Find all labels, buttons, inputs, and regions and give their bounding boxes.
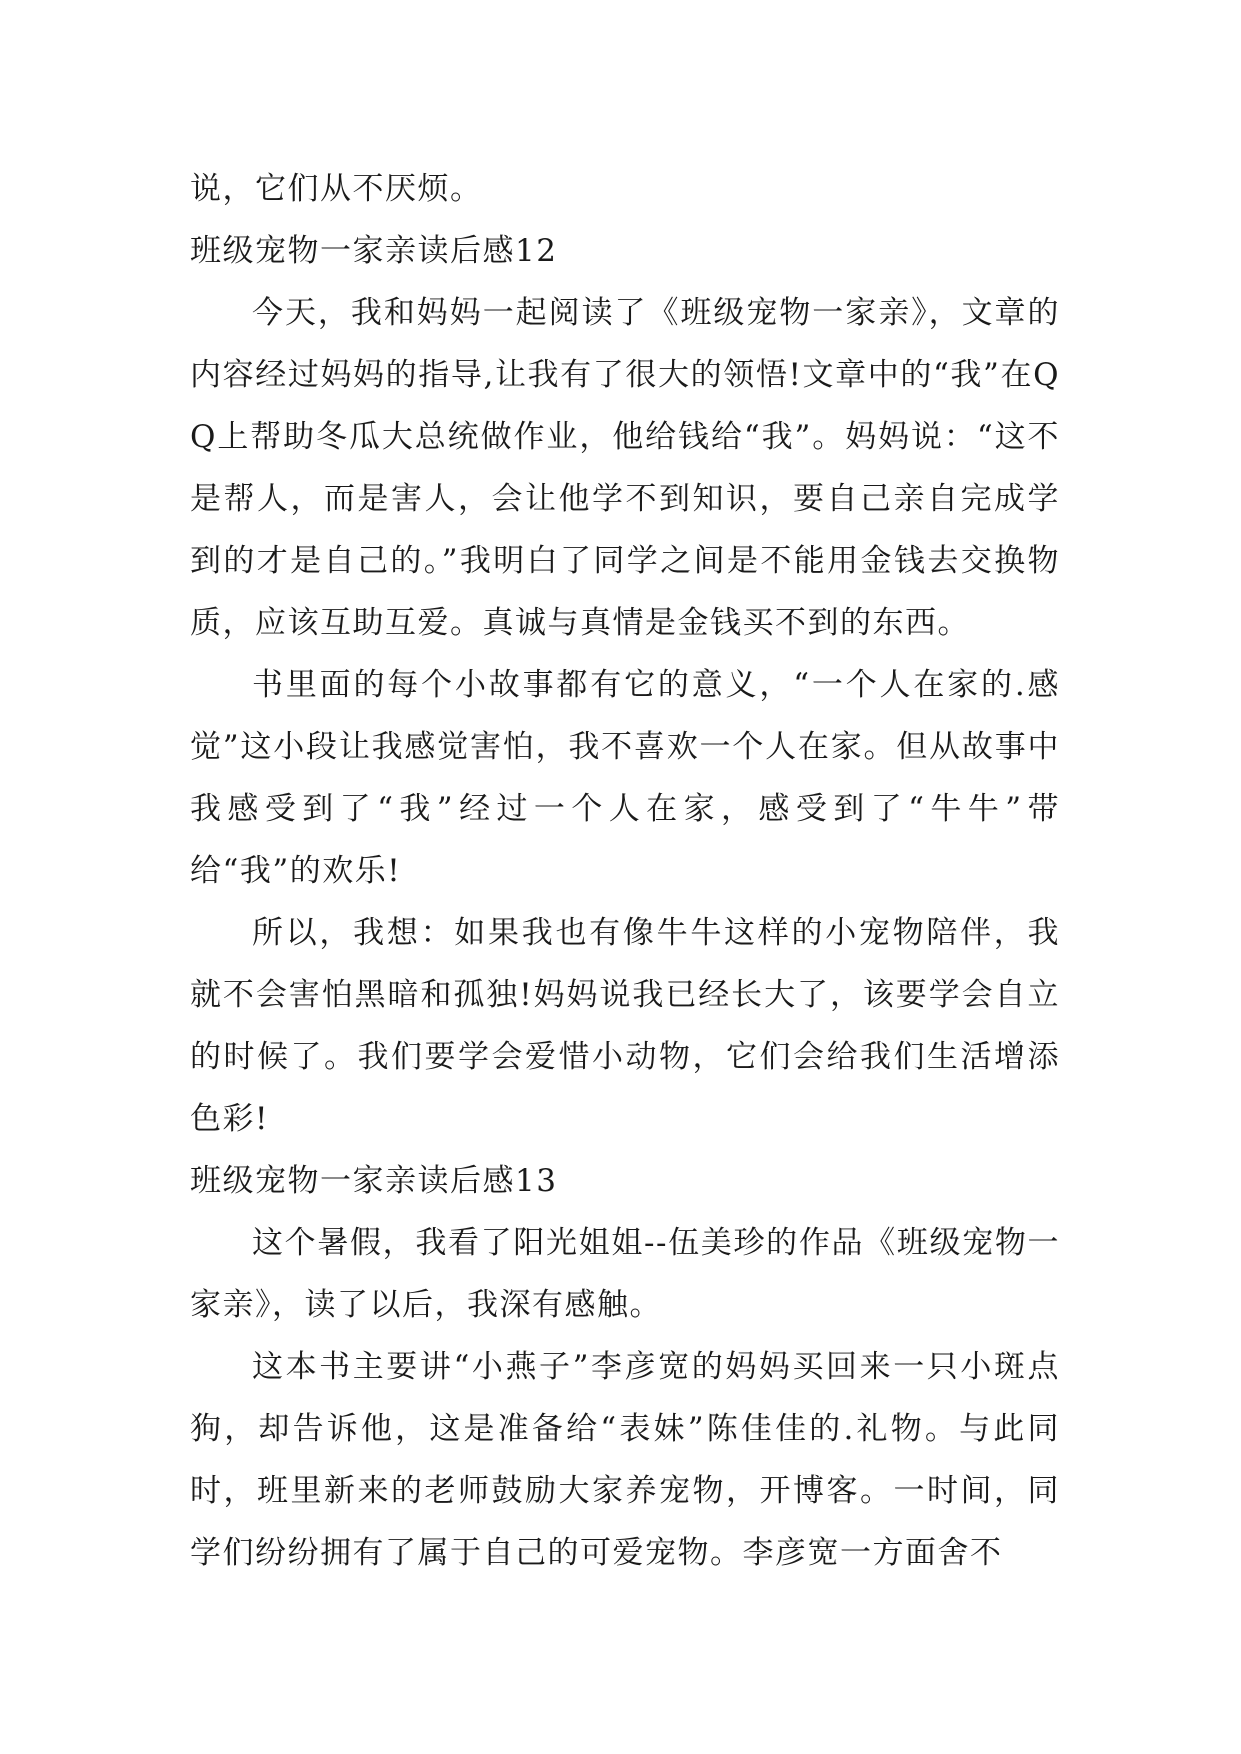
paragraph: 这个暑假，我看了阳光姐姐--伍美珍的作品《班级宠物一家亲》，读了以后，我深有感触。	[190, 1225, 1060, 1323]
paragraph-continuation: 说，它们从不厌烦。	[190, 171, 483, 207]
section-heading-12: 班级宠物一家亲读后感12	[190, 233, 558, 269]
section-heading-13: 班级宠物一家亲读后感13	[190, 1163, 558, 1199]
paragraph: 这本书主要讲“小燕子”李彦宽的妈妈买回来一只小斑点狗，却告诉他，这是准备给“表妹”陈佳佳的.礼物。与此同时，班里新来的老师鼓励大家养宠物，开博客。一时间，同学们纷纷拥有了属于自己的可爱宠物。李彦宽一方面舍不	[190, 1349, 1060, 1571]
paragraph: 书里面的每个小故事都有它的意义，“一个人在家的.感觉”这小段让我感觉害怕，我不喜欢一个人在家。但从故事中我感受到了“我”经过一个人在家，感受到了“牛牛”带给“我”的欢乐!	[190, 667, 1060, 889]
paragraph: 所以，我想：如果我也有像牛牛这样的小宠物陪伴，我就不会害怕黑暗和孤独!妈妈说我已经长大了，该要学会自立的时候了。我们要学会爱惜小动物，它们会给我们生活增添色彩!	[190, 915, 1060, 1137]
document-body	[190, 158, 1060, 1584]
paragraph: 今天，我和妈妈一起阅读了《班级宠物一家亲》，文章的内容经过妈妈的指导,让我有了很大的领悟!文章中的“我”在QQ上帮助冬瓜大总统做作业，他给钱给“我”。妈妈说：“这不是帮人，而是害人，会让他学不到知识，要自己亲自完成学到的才是自己的。”我明白了同学之间是不能用金钱去交换物质，应该互助互爱。真诚与真情是金钱买不到的东西。	[190, 295, 1060, 641]
